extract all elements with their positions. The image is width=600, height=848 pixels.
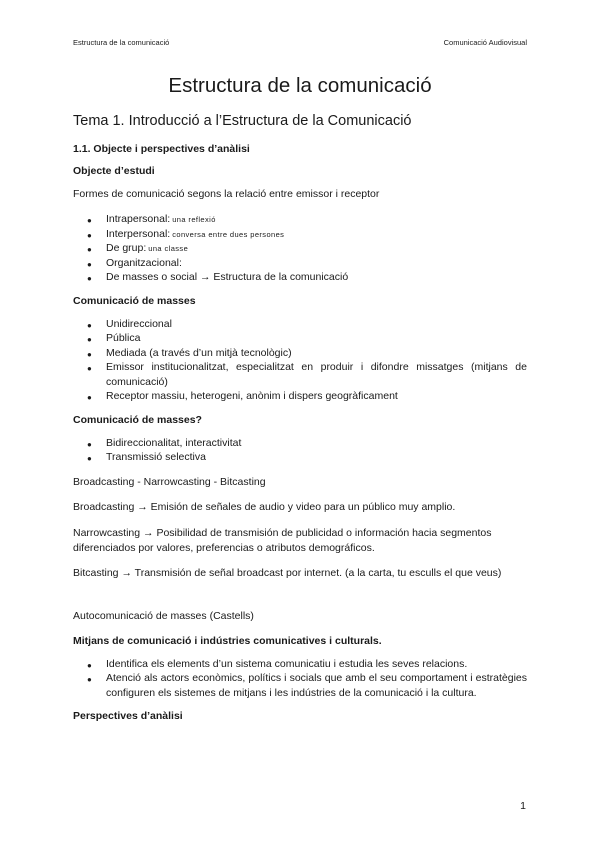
list-item: ● De masses o social → Estructura de la comunicació	[106, 270, 527, 284]
running-header	[73, 38, 527, 47]
mitjans-list	[73, 657, 527, 700]
list-item: ● Organitzacional:	[106, 256, 527, 270]
list-item: ● Bidireccionalitat, interactivitat	[106, 436, 527, 450]
perspectives-heading: Perspectives d’anàlisi	[73, 710, 183, 723]
list-item: ● Interpersonal: conversa entre dues persones	[106, 227, 527, 241]
list-item: ● Receptor massiu, heterogeni, anònim i dispers geogràficament	[106, 389, 527, 403]
list-item: ● Atenció als actors econòmics, polítics i socials que amb el seu comportament i estratègies configuren els sistemes de mitjans i les indústries de la comunicació i la cultura.	[106, 671, 527, 700]
list-item: ● Pública	[106, 331, 527, 345]
topic-heading: Tema 1. Introducció a l’Estructura de la Comunicació	[73, 112, 412, 129]
section-heading: 1.1. Objecte i perspectives d’anàlisi	[73, 142, 250, 155]
header-right: Comunicació Audiovisual	[443, 38, 527, 47]
autocomunicacio-paragraph: Autocomunicació de masses (Castells)	[73, 610, 254, 623]
masses-question-heading: Comunicació de masses?	[73, 413, 202, 426]
mitjans-heading: Mitjans de comunicació i indústries comunicatives i culturals.	[73, 634, 382, 647]
list-item: ● Unidireccional	[106, 317, 527, 331]
masses-question-list	[73, 436, 527, 465]
document-title: Estructura de la comunicació	[168, 74, 432, 97]
list-item: ● Intrapersonal: una reflexió	[106, 212, 527, 226]
masses-heading: Comunicació de masses	[73, 294, 196, 307]
list-item: ● Identifica els elements d’un sistema comunicatiu i estudia les seves relacions.	[106, 657, 527, 671]
spacer	[73, 592, 527, 609]
formes-list	[73, 212, 527, 284]
document-body	[73, 74, 527, 732]
bitcasting-paragraph: Bitcasting → Transmisión de señal broadcast por internet. (a la carta, tu esculls el que veus)	[73, 567, 502, 580]
narrowcasting-paragraph: Narrowcasting → Posibilidad de transmisión de publicidad o información hacia segmentos diferenciados por valores, preferencias o atributos demográficos.	[73, 526, 492, 554]
masses-list	[73, 317, 527, 404]
formes-paragraph: Formes de comunicació segons la relació entre emissor i receptor	[73, 187, 380, 200]
header-left: Estructura de la comunicació	[73, 38, 170, 47]
objecte-heading: Objecte d’estudi	[73, 164, 155, 177]
list-item: ● Mediada (a través d’un mitjà tecnològic)	[106, 346, 527, 360]
casting-line: Broadcasting - Narrowcasting - Bitcasting	[73, 475, 266, 488]
list-item: ● Emissor institucionalitzat, especialitzat en produir i difondre missatges (mitjans de comunicació)	[106, 360, 527, 389]
list-item: ● Transmissió selectiva	[106, 450, 527, 464]
page-number: 1	[520, 800, 526, 812]
broadcasting-paragraph: Broadcasting → Emisión de señales de audio y video para un público muy amplio.	[73, 501, 456, 514]
list-item: ● De grup: una classe	[106, 241, 527, 255]
